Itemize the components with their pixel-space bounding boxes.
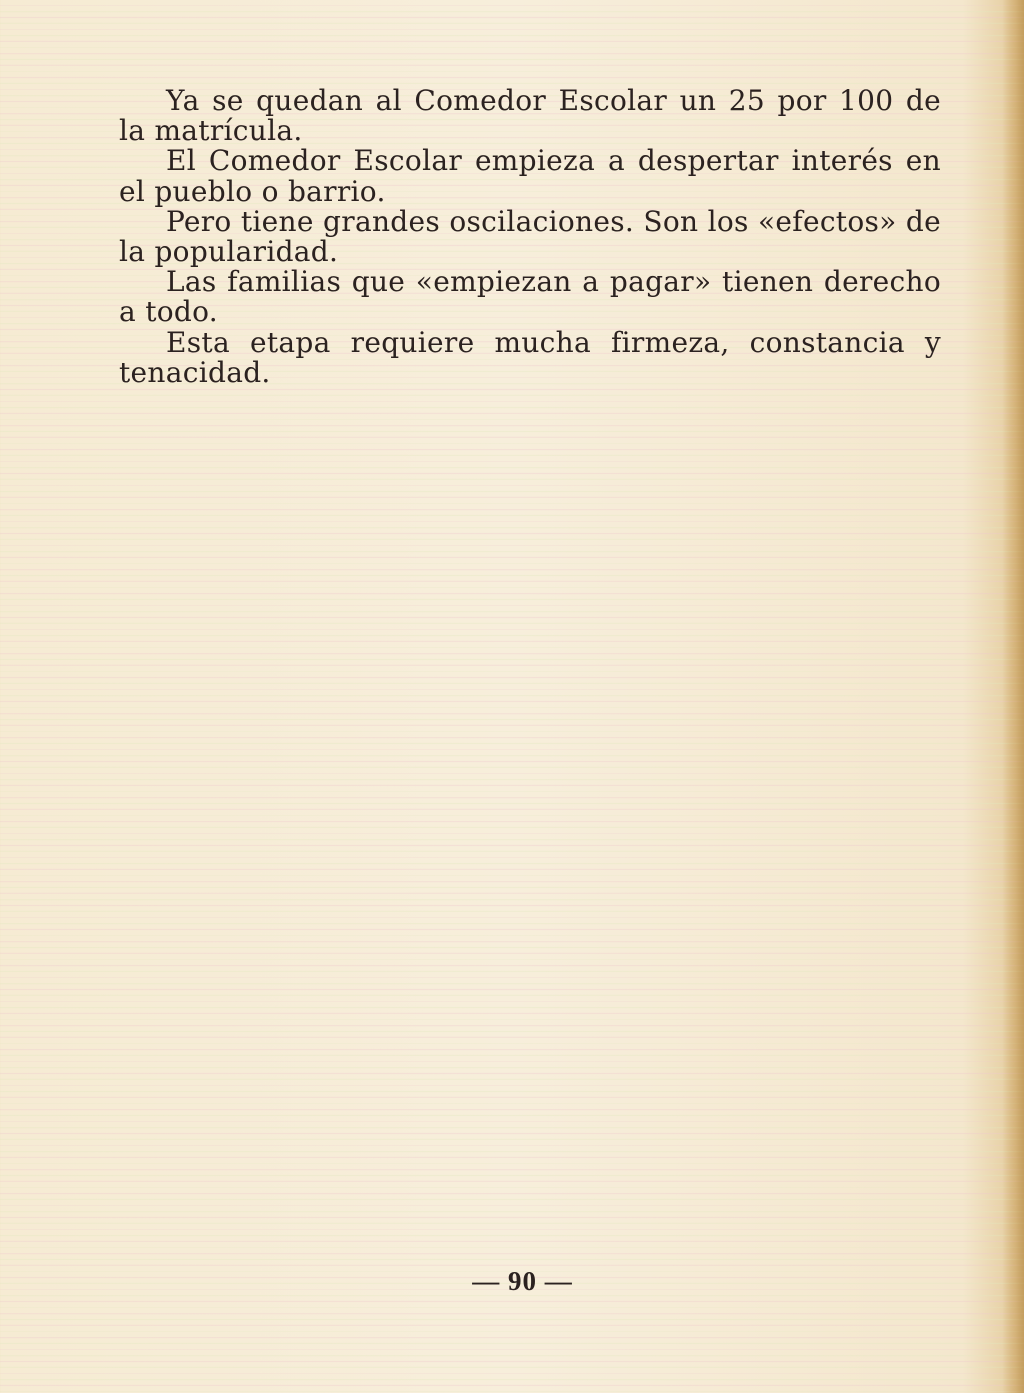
body-text xyxy=(119,86,941,388)
page-number: — 90 — xyxy=(472,1266,573,1296)
paragraph-4: Las familias que «empiezan a pagar» tienen derecho a todo. xyxy=(119,265,941,329)
paragraph-3: Pero tiene grandes oscilaciones. Son los «efectos» de la popularidad. xyxy=(119,204,941,269)
paragraph-5: Esta etapa requiere mucha firmeza, constancia y tenacidad. xyxy=(119,325,941,389)
paragraph-1: Ya se quedan al Comedor Escolar un 25 por 100 de la matrícula. xyxy=(119,84,941,148)
paragraph-2: El Comedor Escolar empieza a despertar interés en el pueblo o barrio. xyxy=(119,144,941,208)
page-edge-shadow xyxy=(1002,0,1024,1393)
